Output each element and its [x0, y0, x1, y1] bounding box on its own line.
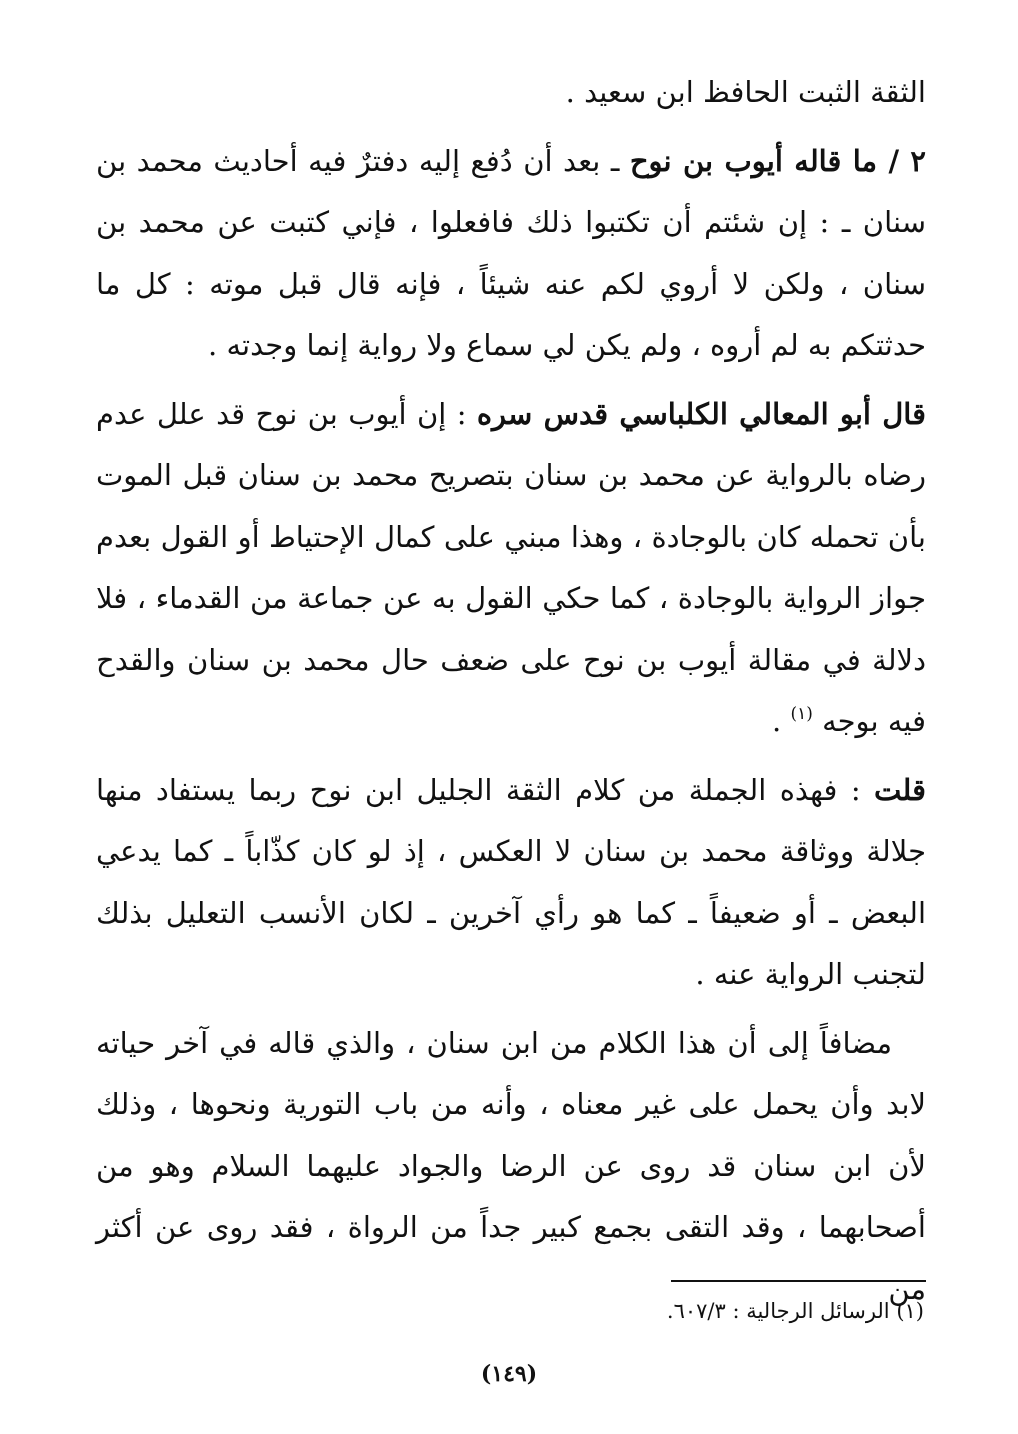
- footnote-separator: [671, 1280, 926, 1282]
- paragraph-2-lead: ٢ / ما قاله أيوب بن نوح: [629, 143, 926, 178]
- paragraph-4-text: : فهذه الجملة من كلام الثقة الجليل ابن نوح ربما يستفاد منها جلالة ووثاقة محمد بن سنان لا العكس ، إذ لو كان كذّاباً ـ كما يدعي البعض ـ أو ضعيفاً ـ كما هو رأي آخرين ـ لكان الأنسب التعليل بذلك لتجنب الرواية عنه .: [96, 772, 926, 991]
- paragraph-1: [96, 62, 926, 124]
- page-body: [96, 62, 926, 1320]
- paragraph-3-tail: .: [772, 704, 791, 738]
- paragraph-2: [96, 131, 926, 377]
- paragraph-5-text: مضافاً إلى أن هذا الكلام من ابن سنان ، والذي قاله في آخر حياته لابد وأن يحمل على غير معناه ، وأنه من باب التورية ونحوها ، وذلك لأن ابن سنان قد روى عن الرضا والجواد عليهما السلام وهو من أصحابهما ، وقد التقى بجمع كبير جداً من الرواة ، فقد روى عن أكثر من: [96, 1025, 926, 1306]
- paragraph-4: [96, 760, 926, 1006]
- paragraph-2-text: ـ بعد أن دُفع إليه دفترٌ فيه أحاديث محمد بن سنان ـ : إن شئتم أن تكتبوا ذلك فافعلوا ، فإني كتبت عن محمد بن سنان ، ولكن لا أروي لكم عنه شيئاً ، فإنه قال قبل موته : كل ما حدثتكم به لم أروه ، ولم يكن لي سماع ولا رواية إنما وجدته .: [96, 143, 926, 362]
- paragraph-4-lead: قلت: [874, 772, 926, 807]
- paragraph-3-lead: قال أبو المعالي الكلباسي قدس سره: [476, 396, 926, 431]
- paragraph-1-text: الثقة الثبت الحافظ ابن سعيد .: [565, 75, 926, 109]
- paragraph-3: [96, 384, 926, 753]
- footnote-reference: (١): [790, 704, 813, 724]
- paragraph-3-text: : إن أيوب بن نوح قد علل عدم رضاه بالرواية عن محمد بن سنان بتصريح محمد بن سنان قبل الموت بأن تحمله كان بالوجادة ، وهذا مبني على كمال الإحتياط أو القول بعدم جواز الرواية بالوجادة ، كما حكي القول به عن جماعة من القدماء ، فلا دلالة في مقالة أيوب بن نوح على ضعف حال محمد بن سنان والقدح فيه بوجه: [96, 396, 926, 738]
- footnote: (١) الرسائل الرجالية : ٦٠٧/٣.: [666, 1299, 924, 1323]
- page-number: (١٤٩): [480, 1361, 538, 1387]
- paragraph-5: [96, 1013, 926, 1321]
